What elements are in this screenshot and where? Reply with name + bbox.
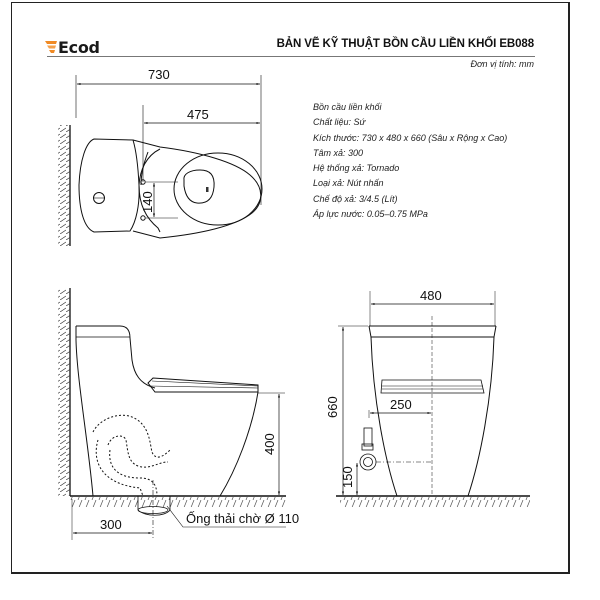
- spec-item: Hệ thống xả: Tornado: [313, 163, 400, 174]
- dim-hole-to-front: 475: [187, 107, 209, 122]
- dim-hole-spacing: 140: [140, 191, 155, 213]
- top-view: [58, 75, 262, 246]
- dim-drain-center: 300: [100, 517, 122, 532]
- dim-seat-height: 400: [262, 433, 277, 455]
- unit-note: Đơn vị tính: mm: [470, 59, 534, 69]
- spec-item: Bồn cầu liền khối: [313, 102, 382, 112]
- spec-item: Chất liệu: Sứ: [313, 117, 366, 128]
- dim-overall-depth: 730: [148, 67, 170, 82]
- brand-name: Ecod: [58, 37, 100, 57]
- side-view: [58, 288, 286, 540]
- dim-height: 660: [325, 396, 340, 418]
- spec-item: Chế độ xả: 3/4.5 (Lít): [313, 193, 398, 204]
- drawing-title: BẢN VẼ KỸ THUẬT BỒN CẦU LIỀN KHỐI EB088: [276, 38, 534, 50]
- dim-inlet-height: 150: [340, 466, 355, 488]
- spec-item: Loại xả: Nút nhấn: [313, 178, 384, 189]
- dim-width: 480: [420, 288, 442, 303]
- spec-item: Áp lực nước: 0.05–0.75 MPa: [313, 209, 428, 220]
- drain-pipe-label: Ống thải chờ Ø 110: [186, 511, 300, 526]
- dim-inlet-offset: 250: [390, 397, 412, 412]
- front-view: [336, 291, 530, 507]
- spec-item: Kích thước: 730 x 480 x 660 (Sâu x Rộng x Cao): [313, 132, 508, 143]
- spec-item: Tâm xả: 300: [313, 147, 364, 158]
